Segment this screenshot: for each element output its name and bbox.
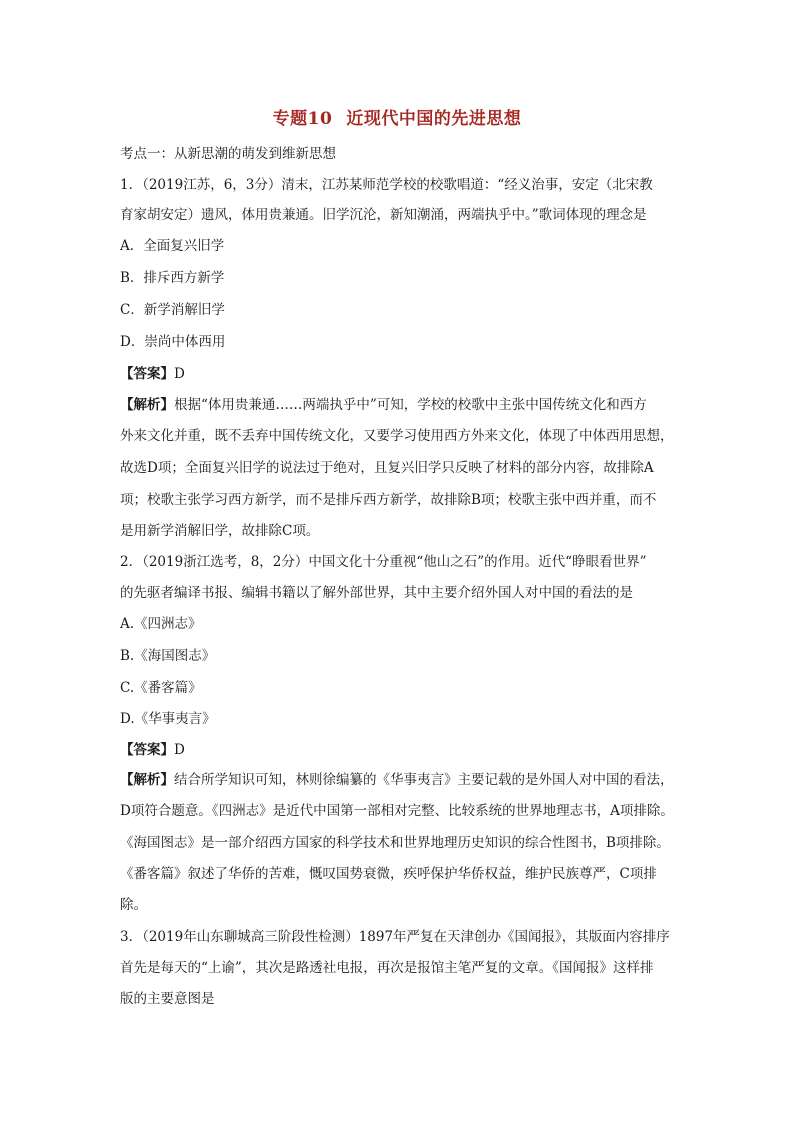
question-1-analysis-line-4: 项；校歌主张学习西方新学，而不是排斥西方新学，故排除B项；校歌主张中西并重，而不 (120, 492, 657, 508)
page-title (0, 104, 794, 129)
question-2-option-b: B.《海国图志》 (120, 648, 216, 664)
answer-label: 【答案】 (120, 742, 174, 758)
question-2-answer (120, 741, 680, 759)
question-3-stem-line-1: 3．（2019年山东聊城高三阶段性检测）1897年严复在天津创办《国闻报》，其版面内容排序 (120, 929, 670, 945)
question-2-analysis-line-4: 《番客篇》叙述了华侨的苦难，慨叹国势衰微，疾呼保护华侨权益，维护民族尊严，C项排 (120, 866, 657, 882)
title-prefix: 专题10 (272, 109, 333, 129)
question-2-option-c: C.《番客篇》 (120, 680, 202, 696)
answer-value: D (174, 742, 185, 758)
question-2-stem-line-2: 的先驱者编译书报、编辑书籍以了解外部世界，其中主要介绍外国人对中国的看法的是 (120, 585, 633, 601)
question-3-stem-line-2: 首先是每天的“上谕”，其次是路透社电报，再次是报馆主笔严复的文章。《国闻报》这样排 (120, 960, 654, 976)
question-2-analysis-line-2: D项符合题意。《四洲志》是近代中国第一部相对完整、比较系统的世界地理志书，A项排除。 (120, 803, 674, 819)
section-heading: 考点一：从新思潮的萌发到维新思想 (120, 146, 336, 162)
question-1-analysis-line-3: 故选D项；全面复兴旧学的说法过于绝对，且复兴旧学只反映了材料的部分内容，故排除A (120, 460, 654, 476)
question-1-stem-line-2: 育家胡安定）遗风，体用贵兼通。旧学沉沦，新知潮涌，两端执乎中。”歌词体现的理念是 (120, 207, 647, 223)
question-2-analysis-line-1 (120, 771, 680, 789)
question-2-option-a: A.《四洲志》 (120, 616, 202, 632)
question-2-option-d: D.《华事夷言》 (120, 711, 216, 727)
answer-label: 【答案】 (120, 366, 174, 382)
title-main: 近现代中国的先进思想 (346, 109, 522, 129)
question-1-answer (120, 365, 680, 383)
answer-value: D (174, 366, 185, 382)
question-1-analysis-line-2: 外来文化并重，既不丢弃中国传统文化，又要学习使用西方外来文化，体现了中体西用思想， (120, 428, 674, 444)
question-1-option-c: C．新学消解旧学 (120, 302, 225, 318)
analysis-text: 结合所学知识可知，林则徐编纂的《华事夷言》主要记载的是外国人对中国的看法， (174, 772, 674, 788)
analysis-label: 【解析】 (120, 397, 174, 413)
question-3-stem-line-3: 版的主要意图是 (120, 991, 215, 1007)
question-1-stem-line-1: 1．（2019江苏，6，3分）清末，江苏某师范学校的校歌唱道：“经义治事，安定（北宋教 (120, 177, 653, 193)
analysis-text: 根据“体用贵兼通……两端执乎中”可知，学校的校歌中主张中国传统文化和西方 (174, 397, 647, 413)
question-1-option-a: A．全面复兴旧学 (120, 238, 225, 254)
question-1-analysis-line-5: 是用新学消解旧学，故排除C项。 (120, 523, 320, 539)
question-1-analysis-line-1 (120, 396, 680, 414)
question-1-option-b: B．排斥西方新学 (120, 270, 225, 286)
question-2-analysis-line-3: 《海国图志》是一部介绍西方国家的科学技术和世界地理历史知识的综合性图书，B项排除。 (120, 835, 670, 851)
question-2-stem-line-1: 2．（2019浙江选考，8，2分）中国文化十分重视“他山之石”的作用。近代“睁眼看世界” (120, 554, 647, 570)
analysis-label: 【解析】 (120, 772, 174, 788)
question-2-analysis-line-5: 除。 (120, 897, 147, 913)
question-1-option-d: D．崇尚中体西用 (120, 334, 226, 350)
